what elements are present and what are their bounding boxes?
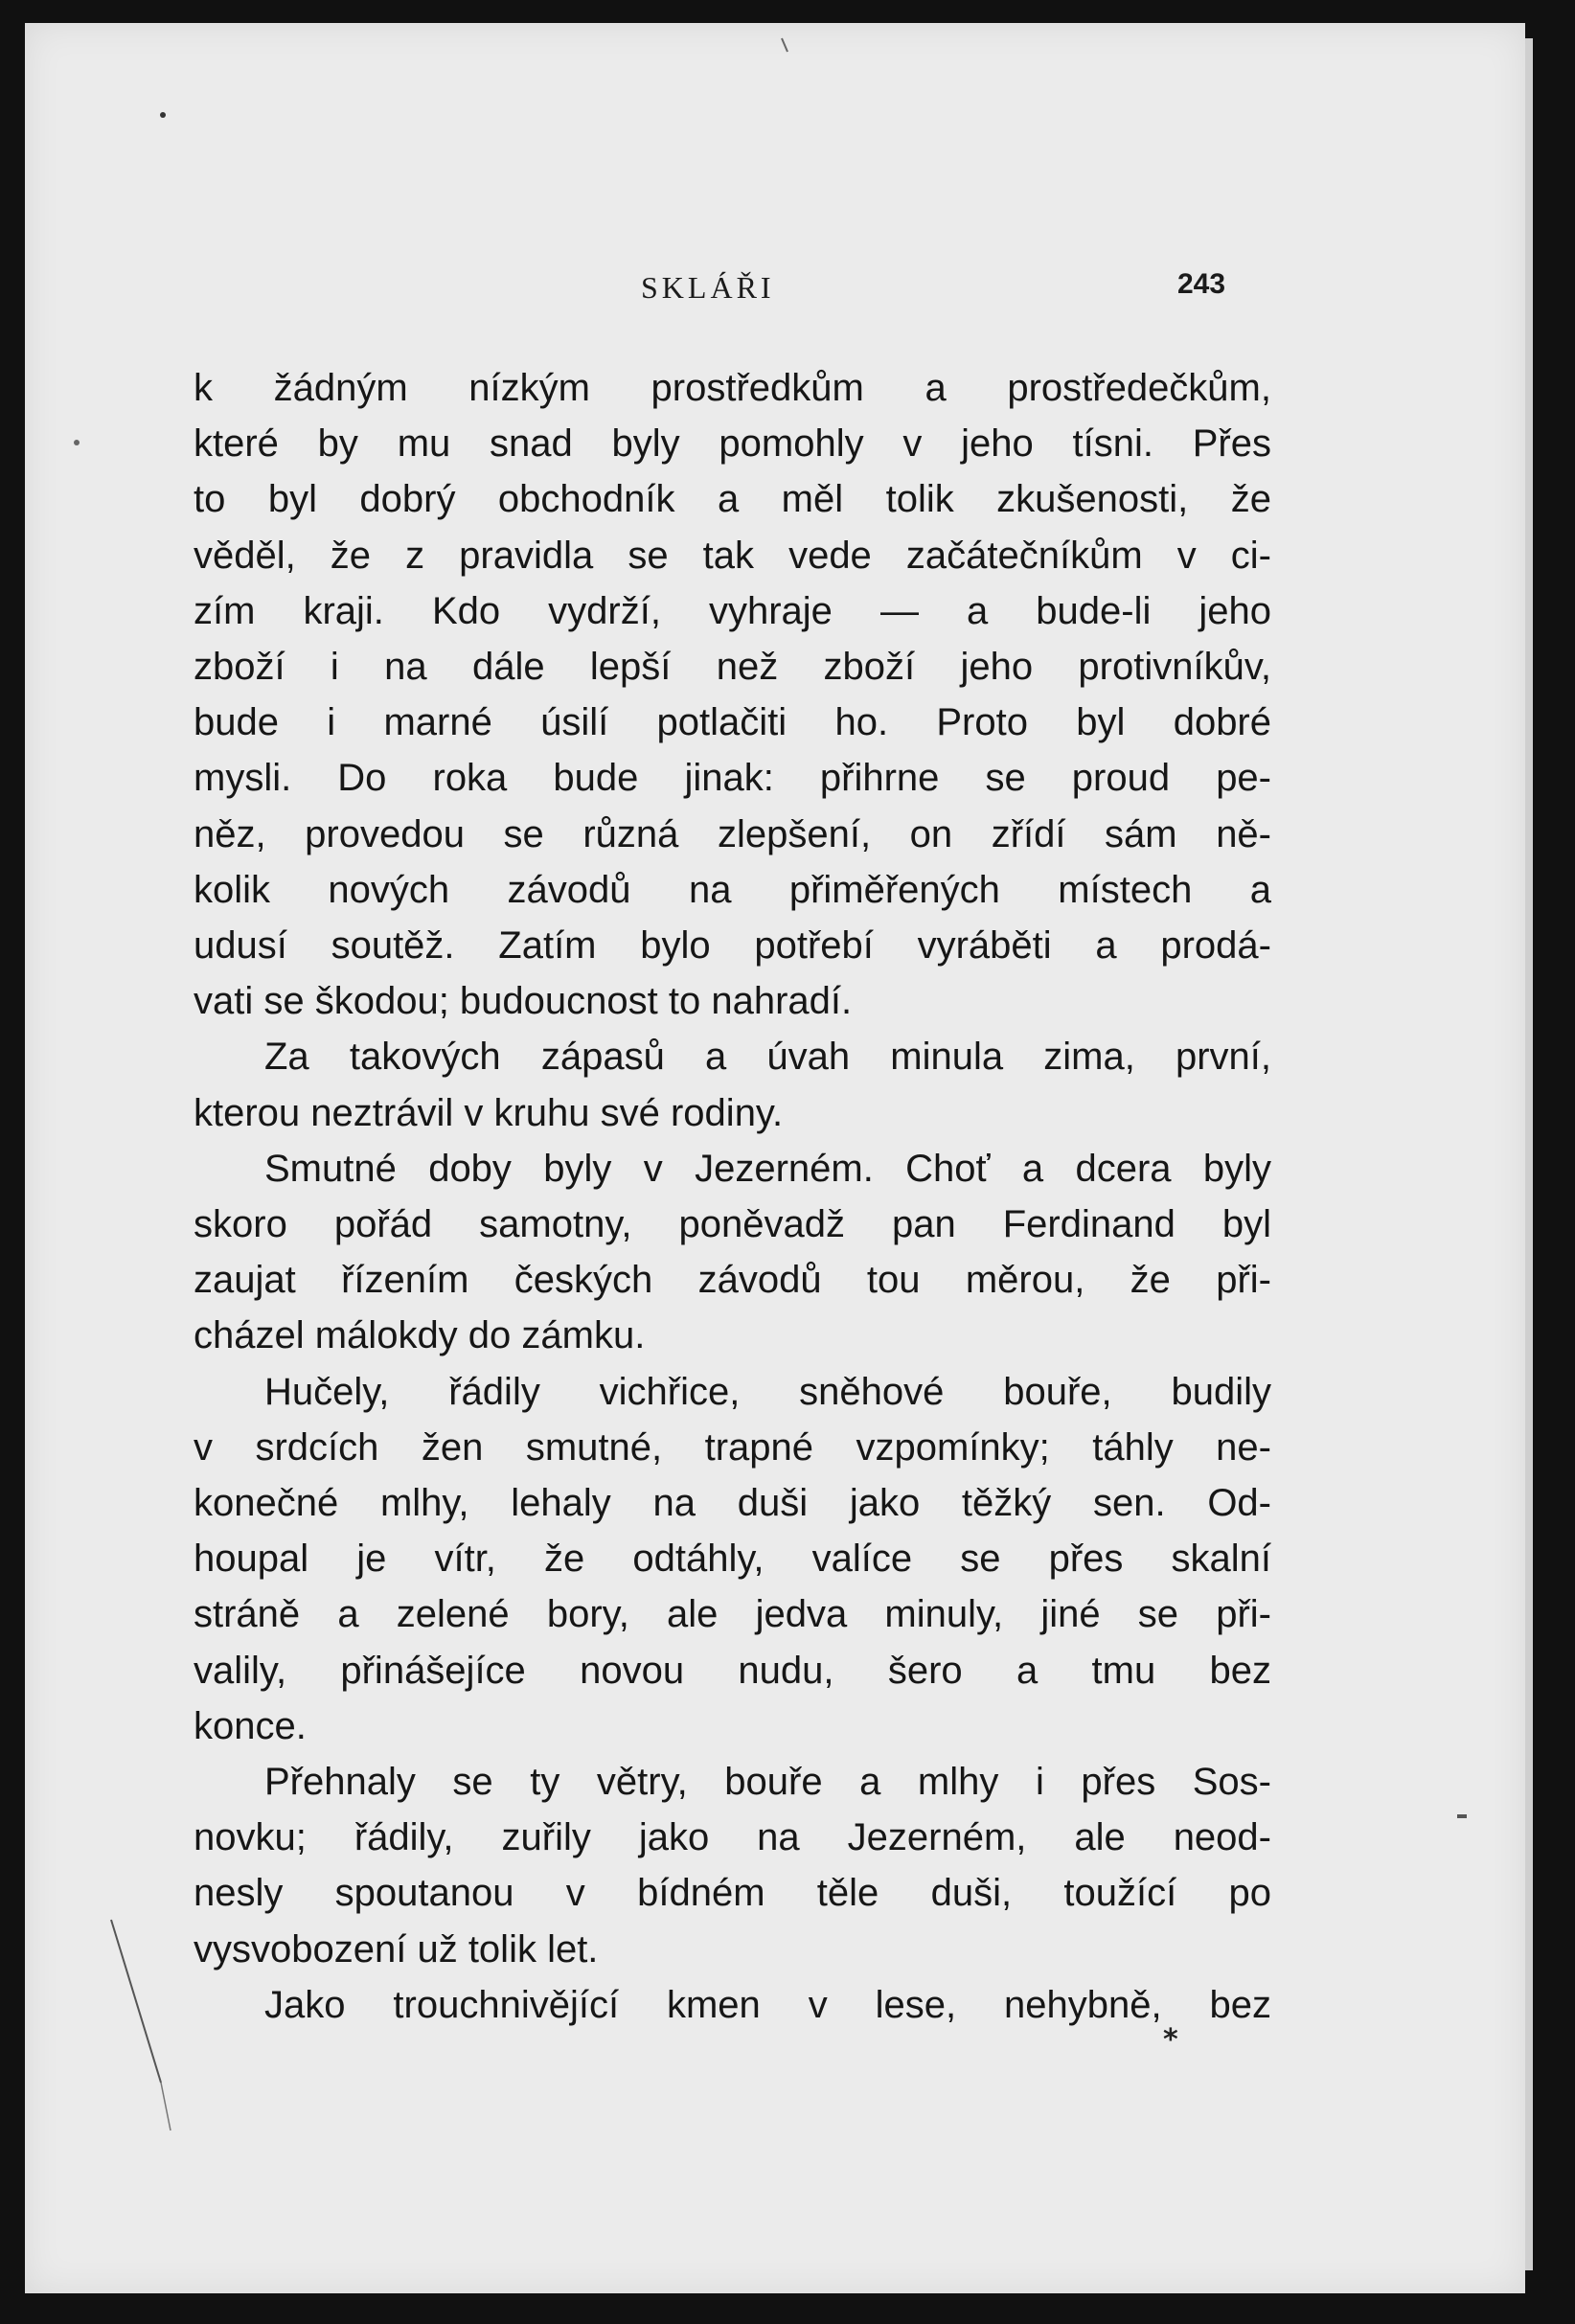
text-line: které by mu snad byly pomohly v jeho tísni. Přes (194, 422, 1271, 466)
text-line: zím kraji. Kdo vydrží, vyhraje — a bude-li jeho (194, 589, 1271, 632)
text-line: houpal je vítr, že odtáhly, valíce se přes skalní (194, 1538, 1271, 1581)
text-line: něz, provedou se různá zlepšení, on zřídí sám ně- (194, 812, 1271, 855)
text-line: udusí soutěž. Zatím bylo potřebí vyráběti a prodá- (194, 924, 1271, 968)
scan-speck (160, 112, 166, 118)
text-line: zboží i na dále lepší než zboží jeho protivníkův, (194, 646, 1271, 689)
text-line: zaujat řízením českých závodů tou měrou, že při- (194, 1259, 1271, 1302)
page-number: 243 (1177, 268, 1226, 300)
scan-speck (74, 440, 80, 445)
text-line: Za takových zápasů a úvah minula zima, první, (264, 1036, 1271, 1079)
text-line: k žádným nízkým prostředkům a prostředečkům, (194, 367, 1271, 409)
text-line: vati se škodou; budoucnost to nahradí. (194, 980, 853, 1023)
text-line: stráně a zelené bory, ale jedva minuly, jiné se při- (194, 1593, 1271, 1636)
text-line: kterou neztrávil v kruhu své rodiny. (194, 1091, 784, 1134)
text-line: nesly spoutanou v bídném těle duši, toužící po (194, 1872, 1271, 1915)
running-head (25, 270, 1525, 308)
text-line: novku; řádily, zuřily jako na Jezerném, ale neod- (194, 1816, 1271, 1859)
text-line: skoro pořád samotny, poněvadž pan Ferdinand byl (194, 1203, 1271, 1246)
scan-scratch (111, 1920, 161, 2083)
signature-mark: * (1163, 2023, 1178, 2057)
text-line: valily, přinášejíce novou nudu, šero a tmu bez (194, 1649, 1271, 1692)
running-title: SKLÁŘI (641, 270, 775, 305)
text-line: v srdcích žen smutné, trapné vzpomínky; táhly ne- (194, 1425, 1271, 1469)
text-line: kolik nových závodů na přiměřených místech a (194, 868, 1271, 911)
text-line: Jako trouchnivějící kmen v lese, nehybně, bez (264, 1983, 1271, 2026)
text-line: to byl dobrý obchodník a měl tolik zkušenosti, že (194, 478, 1271, 521)
scan-speck (1457, 1814, 1467, 1818)
text-line: cházel málokdy do zámku. (194, 1314, 646, 1357)
text-line: Smutné doby byly v Jezerném. Choť a dcera byly (264, 1147, 1271, 1190)
text-line: vysvobození už tolik let. (194, 1927, 599, 1971)
text-line: věděl, že z pravidla se tak vede začátečníkům v ci- (194, 534, 1271, 577)
text-line: Přehnaly se ty větry, bouře a mlhy i přes Sos- (264, 1761, 1271, 1804)
text-line: konečné mlhy, lehaly na duši jako těžký sen. Od- (194, 1482, 1271, 1525)
text-line: mysli. Do roka bude jinak: přihrne se proud pe- (194, 757, 1271, 800)
body-text (194, 360, 1271, 2033)
text-line: bude i marné úsilí potlačiti ho. Proto byl dobré (194, 701, 1271, 744)
text-line: konce. (194, 1704, 307, 1747)
book-page (25, 23, 1525, 2293)
scan-scratch (161, 2083, 171, 2130)
scan-speck (782, 38, 788, 52)
text-line: Hučely, řádily vichřice, sněhové bouře, budily (264, 1370, 1271, 1413)
page-edge (1525, 38, 1533, 2270)
